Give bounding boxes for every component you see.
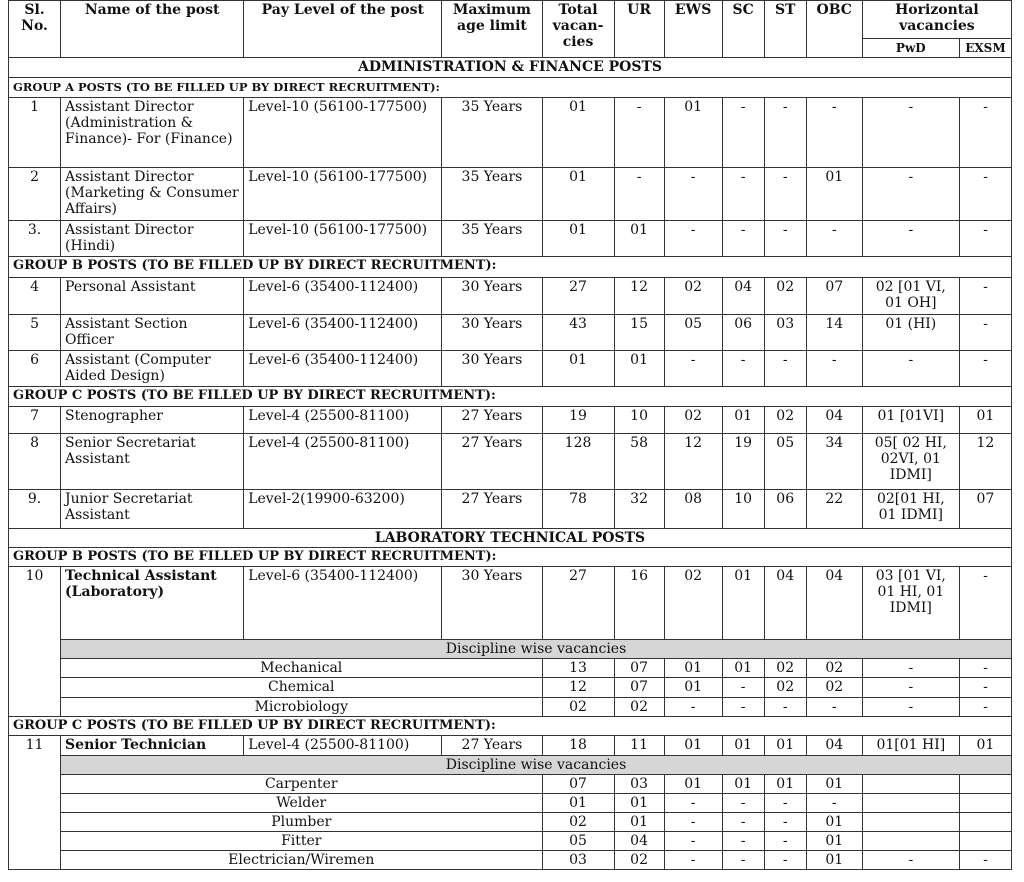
cell-discipline: Microbiology (61, 698, 542, 717)
cell-blank (9, 851, 61, 870)
table-row (9, 407, 1012, 434)
cell-age: 27 Years (442, 736, 542, 756)
cell-total: 02 (542, 698, 614, 717)
cell-blank (9, 640, 61, 659)
cell-age: 35 Years (442, 221, 542, 257)
cell-ews: 08 (664, 490, 722, 529)
cell-ews: 01 (664, 659, 722, 678)
cell-ur: 02 (614, 851, 664, 870)
cell-sc: - (722, 168, 764, 221)
table-row (9, 434, 1012, 490)
cell-ews: - (664, 832, 722, 851)
cell-discipline: Carpenter (61, 775, 542, 794)
group-row (9, 257, 1012, 278)
cell-obc: 04 (806, 567, 862, 640)
cell-total: 19 (542, 407, 614, 434)
cell-st: 02 (764, 407, 806, 434)
cell-exsm (959, 794, 1011, 813)
cell-pwd: 01 [01VI] (862, 407, 959, 434)
cell-total: 03 (542, 851, 614, 870)
cell-exsm: - (959, 698, 1011, 717)
cell-exsm: - (959, 221, 1011, 257)
cell-age: 27 Years (442, 407, 542, 434)
cell-sc: 04 (722, 278, 764, 315)
cell-total: 128 (542, 434, 614, 490)
cell-obc: 01 (806, 851, 862, 870)
cell-sl: 3. (9, 221, 61, 257)
cell-obc: 34 (806, 434, 862, 490)
group-c-lab-heading: GROUP C POSTS (TO BE FILLED UP BY DIRECT RECRUITMENT): (9, 717, 1012, 736)
cell-obc: 22 (806, 490, 862, 529)
cell-name: Senior Secretariat Assistant (61, 434, 244, 490)
cell-obc: - (806, 698, 862, 717)
cell-blank (9, 832, 61, 851)
cell-pwd: - (862, 98, 959, 168)
header-ur: UR (614, 1, 664, 58)
table-row (9, 490, 1012, 529)
cell-exsm (959, 813, 1011, 832)
cell-sl: 11 (9, 736, 61, 756)
cell-st: - (764, 221, 806, 257)
cell-pwd: - (862, 698, 959, 717)
cell-sc: 01 (722, 775, 764, 794)
section-row (9, 529, 1012, 548)
cell-pay: Level-10 (56100-177500) (244, 168, 442, 221)
cell-blank (9, 775, 61, 794)
cell-st: - (764, 351, 806, 387)
cell-total: 01 (542, 168, 614, 221)
cell-sl: 9. (9, 490, 61, 529)
cell-pay: Level-6 (35400-112400) (244, 278, 442, 315)
cell-total: 43 (542, 315, 614, 351)
cell-age: 35 Years (442, 98, 542, 168)
cell-sc: - (722, 698, 764, 717)
header-name: Name of the post (61, 1, 244, 58)
cell-obc: 01 (806, 832, 862, 851)
cell-obc: - (806, 351, 862, 387)
cell-blank (9, 794, 61, 813)
cell-blank (9, 678, 61, 698)
group-row (9, 78, 1012, 98)
cell-name: Assistant Director (Hindi) (61, 221, 244, 257)
cell-name: Stenographer (61, 407, 244, 434)
cell-sc: 19 (722, 434, 764, 490)
header-pay: Pay Level of the post (244, 1, 442, 58)
discipline-heading-row (9, 756, 1012, 775)
cell-ews: - (664, 813, 722, 832)
group-b-heading: GROUP B POSTS (TO BE FILLED UP BY DIRECT RECRUITMENT): (9, 257, 1012, 278)
cell-ews: 05 (664, 315, 722, 351)
cell-ur: 02 (614, 698, 664, 717)
cell-st: 03 (764, 315, 806, 351)
cell-pay: Level-6 (35400-112400) (244, 567, 442, 640)
cell-sl: 4 (9, 278, 61, 315)
cell-total: 78 (542, 490, 614, 529)
cell-ews: 02 (664, 567, 722, 640)
cell-exsm: 01 (959, 407, 1011, 434)
cell-st: - (764, 813, 806, 832)
cell-pay: Level-10 (56100-177500) (244, 98, 442, 168)
cell-obc: 14 (806, 315, 862, 351)
cell-obc: - (806, 794, 862, 813)
discipline-heading: Discipline wise vacancies (61, 640, 1012, 659)
cell-ur: 01 (614, 351, 664, 387)
cell-exsm: - (959, 278, 1011, 315)
cell-pwd: - (862, 351, 959, 387)
table-row (9, 168, 1012, 221)
cell-pwd: 05[ 02 HI, 02VI, 01 IDMI] (862, 434, 959, 490)
cell-pwd (862, 775, 959, 794)
cell-age: 30 Years (442, 315, 542, 351)
cell-ur: - (614, 98, 664, 168)
table-row (9, 351, 1012, 387)
cell-exsm: - (959, 315, 1011, 351)
cell-exsm (959, 775, 1011, 794)
cell-st: 02 (764, 278, 806, 315)
cell-ur: - (614, 168, 664, 221)
cell-sc: - (722, 832, 764, 851)
cell-pwd (862, 794, 959, 813)
cell-blank (9, 756, 61, 775)
cell-exsm: - (959, 98, 1011, 168)
cell-blank (9, 659, 61, 678)
cell-st: 01 (764, 736, 806, 756)
header-age: Maximum age limit (442, 1, 542, 58)
cell-age: 35 Years (442, 168, 542, 221)
cell-name: Assistant (Computer Aided Design) (61, 351, 244, 387)
cell-st: - (764, 794, 806, 813)
cell-obc: 01 (806, 813, 862, 832)
header-obc: OBC (806, 1, 862, 58)
cell-ur: 11 (614, 736, 664, 756)
cell-sc: - (722, 98, 764, 168)
cell-pay: Level-4 (25500-81100) (244, 434, 442, 490)
cell-name: Assistant Director (Administration & Finance)- For (Finance) (61, 98, 244, 168)
cell-name: Assistant Director (Marketing & Consumer Affairs) (61, 168, 244, 221)
discipline-row (9, 775, 1012, 794)
cell-exsm: - (959, 678, 1011, 698)
cell-exsm: - (959, 168, 1011, 221)
table-row (9, 567, 1012, 640)
discipline-row (9, 678, 1012, 698)
cell-st: 05 (764, 434, 806, 490)
cell-total: 01 (542, 221, 614, 257)
cell-ews: 01 (664, 678, 722, 698)
cell-ews: - (664, 221, 722, 257)
group-b-lab-heading: GROUP B POSTS (TO BE FILLED UP BY DIRECT RECRUITMENT): (9, 548, 1012, 567)
table-row (9, 315, 1012, 351)
group-a-heading: GROUP A POSTS (TO BE FILLED UP BY DIRECT RECRUITMENT): (9, 78, 1012, 98)
cell-sc: 06 (722, 315, 764, 351)
cell-pay: Level-2(19900-63200) (244, 490, 442, 529)
cell-sc: 01 (722, 659, 764, 678)
cell-ur: 10 (614, 407, 664, 434)
cell-pwd: - (862, 221, 959, 257)
header-pwd: PwD (862, 39, 959, 58)
cell-pay: Level-6 (35400-112400) (244, 315, 442, 351)
cell-exsm: 01 (959, 736, 1011, 756)
cell-ur: 03 (614, 775, 664, 794)
cell-st: - (764, 851, 806, 870)
cell-ur: 01 (614, 221, 664, 257)
cell-name: Junior Secretariat Assistant (61, 490, 244, 529)
discipline-heading: Discipline wise vacancies (61, 756, 1012, 775)
cell-st: - (764, 98, 806, 168)
cell-pwd: - (862, 659, 959, 678)
discipline-row (9, 832, 1012, 851)
discipline-row (9, 698, 1012, 717)
cell-sl: 10 (9, 567, 61, 640)
cell-sc: - (722, 678, 764, 698)
cell-st: 04 (764, 567, 806, 640)
header-st: ST (764, 1, 806, 58)
cell-name: Personal Assistant (61, 278, 244, 315)
cell-ur: 32 (614, 490, 664, 529)
cell-obc: - (806, 98, 862, 168)
table-row (9, 736, 1012, 756)
discipline-row (9, 813, 1012, 832)
discipline-heading-row (9, 640, 1012, 659)
cell-name: Technical Assistant (Laboratory) (61, 567, 244, 640)
section-lab: LABORATORY TECHNICAL POSTS (9, 529, 1012, 548)
section-admin: ADMINISTRATION & FINANCE POSTS (9, 58, 1012, 78)
cell-ews: 01 (664, 736, 722, 756)
cell-pwd (862, 832, 959, 851)
cell-total: 27 (542, 567, 614, 640)
vacancy-table (8, 0, 1012, 870)
cell-pay: Level-4 (25500-81100) (244, 736, 442, 756)
header-horizontal: Horizontal vacancies (862, 1, 1011, 39)
cell-ur: 01 (614, 794, 664, 813)
cell-sc: 10 (722, 490, 764, 529)
cell-age: 27 Years (442, 490, 542, 529)
cell-ur: 07 (614, 678, 664, 698)
header-total: Total vacan- cies (542, 1, 614, 58)
cell-pwd: 02 [01 VI, 01 OH] (862, 278, 959, 315)
header-exsm: EXSM (959, 39, 1011, 58)
cell-sc: - (722, 851, 764, 870)
group-row (9, 717, 1012, 736)
cell-st: - (764, 832, 806, 851)
cell-discipline: Plumber (61, 813, 542, 832)
table-row (9, 278, 1012, 315)
cell-sc: - (722, 221, 764, 257)
cell-st: - (764, 168, 806, 221)
cell-total: 12 (542, 678, 614, 698)
cell-total: 01 (542, 794, 614, 813)
header-sc: SC (722, 1, 764, 58)
cell-ews: 01 (664, 775, 722, 794)
cell-ur: 07 (614, 659, 664, 678)
cell-exsm: - (959, 567, 1011, 640)
cell-blank (9, 698, 61, 717)
cell-pwd: 01[01 HI] (862, 736, 959, 756)
cell-sl: 7 (9, 407, 61, 434)
cell-discipline: Welder (61, 794, 542, 813)
cell-obc: 02 (806, 678, 862, 698)
cell-exsm: 12 (959, 434, 1011, 490)
cell-age: 30 Years (442, 351, 542, 387)
cell-sc: - (722, 813, 764, 832)
discipline-row (9, 794, 1012, 813)
cell-total: 07 (542, 775, 614, 794)
cell-total: 01 (542, 98, 614, 168)
table-row (9, 98, 1012, 168)
cell-obc: 02 (806, 659, 862, 678)
cell-pwd: - (862, 168, 959, 221)
cell-blank (9, 813, 61, 832)
cell-total: 01 (542, 351, 614, 387)
cell-total: 05 (542, 832, 614, 851)
group-row (9, 387, 1012, 407)
cell-obc: 04 (806, 736, 862, 756)
cell-sc: - (722, 351, 764, 387)
cell-obc: 01 (806, 168, 862, 221)
cell-ews: 12 (664, 434, 722, 490)
cell-ur: 01 (614, 813, 664, 832)
cell-pwd: 02[01 HI, 01 IDMI] (862, 490, 959, 529)
cell-ur: 12 (614, 278, 664, 315)
cell-sl: 1 (9, 98, 61, 168)
cell-pwd: - (862, 678, 959, 698)
cell-total: 13 (542, 659, 614, 678)
cell-total: 02 (542, 813, 614, 832)
cell-st: 06 (764, 490, 806, 529)
cell-ews: - (664, 351, 722, 387)
cell-exsm: 07 (959, 490, 1011, 529)
cell-st: 02 (764, 659, 806, 678)
cell-exsm: - (959, 351, 1011, 387)
cell-ews: 02 (664, 407, 722, 434)
cell-exsm (959, 832, 1011, 851)
cell-age: 30 Years (442, 278, 542, 315)
cell-sc: 01 (722, 736, 764, 756)
cell-sc: 01 (722, 407, 764, 434)
group-row (9, 548, 1012, 567)
cell-ur: 04 (614, 832, 664, 851)
cell-obc: 04 (806, 407, 862, 434)
cell-ews: 02 (664, 278, 722, 315)
cell-discipline: Chemical (61, 678, 542, 698)
cell-sc: 01 (722, 567, 764, 640)
cell-st: 02 (764, 678, 806, 698)
cell-ews: - (664, 851, 722, 870)
header-ews: EWS (664, 1, 722, 58)
cell-ews: - (664, 168, 722, 221)
cell-exsm: - (959, 659, 1011, 678)
cell-ur: 15 (614, 315, 664, 351)
cell-pwd: - (862, 851, 959, 870)
cell-exsm: - (959, 851, 1011, 870)
cell-pwd: 03 [01 VI, 01 HI, 01 IDMI] (862, 567, 959, 640)
cell-sl: 2 (9, 168, 61, 221)
cell-ews: - (664, 698, 722, 717)
cell-sc: - (722, 794, 764, 813)
cell-discipline: Mechanical (61, 659, 542, 678)
cell-obc: 07 (806, 278, 862, 315)
cell-sl: 6 (9, 351, 61, 387)
cell-pwd (862, 813, 959, 832)
section-row (9, 58, 1012, 78)
cell-st: 01 (764, 775, 806, 794)
cell-st: - (764, 698, 806, 717)
cell-obc: - (806, 221, 862, 257)
discipline-row (9, 659, 1012, 678)
cell-ur: 58 (614, 434, 664, 490)
cell-name: Senior Technician (61, 736, 244, 756)
cell-age: 30 Years (442, 567, 542, 640)
cell-sl: 8 (9, 434, 61, 490)
cell-pwd: 01 (HI) (862, 315, 959, 351)
cell-obc: 01 (806, 775, 862, 794)
cell-ews: 01 (664, 98, 722, 168)
header-sl: Sl. No. (9, 1, 61, 58)
header-row (9, 1, 1012, 39)
table-row (9, 221, 1012, 257)
discipline-row (9, 851, 1012, 870)
cell-total: 18 (542, 736, 614, 756)
cell-sl: 5 (9, 315, 61, 351)
cell-pay: Level-10 (56100-177500) (244, 221, 442, 257)
cell-discipline: Fitter (61, 832, 542, 851)
group-c-heading: GROUP C POSTS (TO BE FILLED UP BY DIRECT RECRUITMENT): (9, 387, 1012, 407)
cell-age: 27 Years (442, 434, 542, 490)
cell-pay: Level-6 (35400-112400) (244, 351, 442, 387)
cell-discipline: Electrician/Wiremen (61, 851, 542, 870)
cell-name: Assistant Section Officer (61, 315, 244, 351)
cell-total: 27 (542, 278, 614, 315)
cell-ews: - (664, 794, 722, 813)
cell-pay: Level-4 (25500-81100) (244, 407, 442, 434)
cell-ur: 16 (614, 567, 664, 640)
